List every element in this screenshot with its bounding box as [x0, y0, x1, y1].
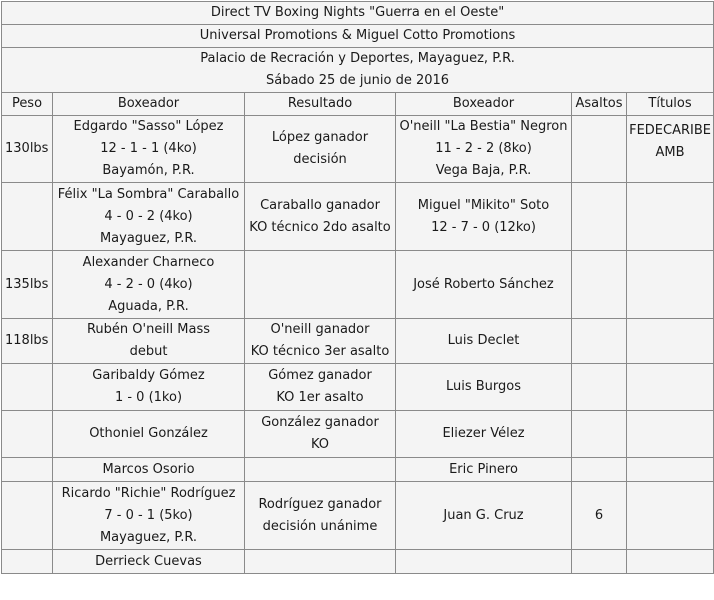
titles [627, 319, 714, 364]
rounds [572, 364, 627, 411]
rounds [572, 411, 627, 458]
fight-card-table [1, 1, 714, 574]
boxer-right-line: O'neill "La Bestia" Negron [399, 119, 568, 134]
boxer-left-line: Ricardo "Richie" Rodríguez [61, 485, 236, 501]
col-peso: Peso [2, 93, 53, 116]
result [245, 411, 396, 458]
col-boxeador-1: Boxeador [53, 93, 245, 116]
bout-row [2, 183, 714, 251]
boxer-right-line: Luis Declet [447, 333, 520, 348]
boxer-left [53, 482, 245, 550]
result-line: KO técnico 3er asalto [250, 344, 390, 359]
col-titulos: Títulos [627, 93, 714, 116]
boxer-right-line: 12 - 7 - 0 (12ko) [431, 219, 536, 235]
rounds [572, 550, 627, 574]
rounds [572, 116, 627, 183]
weight-class [2, 482, 53, 550]
boxer-left [53, 251, 245, 319]
boxer-left-line: debut [129, 344, 168, 359]
boxer-left [53, 319, 245, 364]
boxer-left-line: 1 - 0 (1ko) [114, 390, 183, 405]
titles [627, 183, 714, 251]
col-resultado: Resultado [245, 93, 396, 116]
boxer-left-line: Aguada, P.R. [108, 298, 189, 314]
weight-class [2, 364, 53, 411]
rounds: 6 [572, 482, 627, 550]
titles-line: FEDECARIBE [629, 123, 711, 138]
boxer-left-line: Félix "La Sombra" Caraballo [57, 186, 240, 202]
boxer-left [53, 183, 245, 251]
result-line: López ganador [271, 130, 369, 145]
bout-row [2, 364, 714, 411]
weight-class [2, 183, 53, 251]
titles [627, 251, 714, 319]
result [245, 458, 396, 482]
boxer-left [53, 458, 245, 482]
boxer-right-line: 11 - 2 - 2 (8ko) [435, 141, 532, 156]
event-title: Direct TV Boxing Nights "Guerra en el Oeste" [2, 2, 714, 25]
boxer-right [396, 458, 572, 482]
titles-line: AMB [655, 145, 685, 160]
titles [627, 482, 714, 550]
result-line: decisión unánime [262, 518, 378, 534]
result [245, 251, 396, 319]
boxer-right [396, 482, 572, 550]
rounds [572, 458, 627, 482]
titles [627, 364, 714, 411]
result-line: O'neill ganador [270, 322, 370, 337]
result [245, 319, 396, 364]
event-date: Sábado 25 de junio de 2016 [265, 73, 450, 88]
promoters: Universal Promotions & Miguel Cotto Promotions [2, 25, 714, 48]
weight-class: 118lbs [2, 319, 53, 364]
fight-card [1, 1, 713, 598]
bout-row [2, 458, 714, 482]
boxer-left-line: 4 - 0 - 2 (4ko) [104, 208, 193, 224]
boxer-right-line: José Roberto Sánchez [413, 276, 554, 292]
boxer-left [53, 411, 245, 458]
boxer-left-line: Alexander Charneco [82, 254, 215, 270]
venue: Palacio de Recración y Deportes, Mayaguez, P.R. [200, 51, 515, 66]
boxer-left-line: Mayaguez, P.R. [99, 529, 198, 545]
boxer-right-line: Luis Burgos [445, 379, 522, 394]
boxer-right [396, 116, 572, 183]
boxer-left-line: Marcos Osorio [102, 461, 195, 477]
weight-class [2, 458, 53, 482]
result-line: decisión [293, 152, 347, 167]
boxer-right [396, 411, 572, 458]
result-line: Caraballo ganador [260, 197, 380, 213]
titles [627, 550, 714, 574]
result-line: Rodríguez ganador [258, 496, 382, 512]
boxer-left [53, 116, 245, 183]
bouts-body [2, 116, 714, 574]
weight-class: 135lbs [2, 251, 53, 319]
bout-row [2, 116, 714, 183]
boxer-right [396, 251, 572, 319]
result [245, 482, 396, 550]
weight-class [2, 550, 53, 574]
col-asaltos: Asaltos [572, 93, 627, 116]
boxer-right [396, 364, 572, 411]
result-line: KO 1er asalto [276, 390, 364, 405]
boxer-right [396, 183, 572, 251]
boxer-left-line: Garibaldy Gómez [92, 368, 205, 383]
venue-date [2, 48, 714, 93]
result [245, 550, 396, 574]
boxer-left-line: 12 - 1 - 1 (4ko) [100, 141, 197, 156]
boxer-left-line: 7 - 0 - 1 (5ko) [104, 507, 193, 523]
boxer-right-line: Eric Pinero [449, 461, 518, 477]
result-line: González ganador [261, 415, 379, 430]
boxer-right [396, 550, 572, 574]
titles [627, 411, 714, 458]
result-line: KO [310, 437, 330, 452]
titles [627, 116, 714, 183]
result [245, 116, 396, 183]
boxer-right [396, 319, 572, 364]
boxer-left-line: Edgardo "Sasso" López [73, 119, 224, 134]
boxer-left-line: Derrieck Cuevas [95, 553, 202, 569]
result [245, 364, 396, 411]
result-line: KO técnico 2do asalto [249, 219, 391, 235]
boxer-right-line: Eliezer Vélez [442, 426, 525, 441]
col-boxeador-2: Boxeador [396, 93, 572, 116]
boxer-right-line: Miguel "Mikito" Soto [417, 197, 550, 213]
boxer-left-line: 4 - 2 - 0 (4ko) [104, 276, 193, 292]
weight-class: 130lbs [2, 116, 53, 183]
boxer-left-line: Othoniel González [89, 426, 208, 441]
rounds [572, 319, 627, 364]
bout-row [2, 319, 714, 364]
bout-row [2, 550, 714, 574]
boxer-left-line: Rubén O'neill Mass [86, 322, 211, 337]
boxer-left-line: Bayamón, P.R. [102, 163, 195, 178]
titles [627, 458, 714, 482]
rounds [572, 183, 627, 251]
weight-class [2, 411, 53, 458]
boxer-right-line: Juan G. Cruz [443, 507, 524, 523]
bout-row [2, 411, 714, 458]
boxer-left [53, 364, 245, 411]
boxer-left-line: Mayaguez, P.R. [99, 230, 198, 246]
bout-row [2, 482, 714, 550]
bout-row [2, 251, 714, 319]
result [245, 183, 396, 251]
result-line: Gómez ganador [268, 368, 372, 383]
boxer-left [53, 550, 245, 574]
rounds [572, 251, 627, 319]
boxer-right-line: Vega Baja, P.R. [435, 163, 532, 178]
